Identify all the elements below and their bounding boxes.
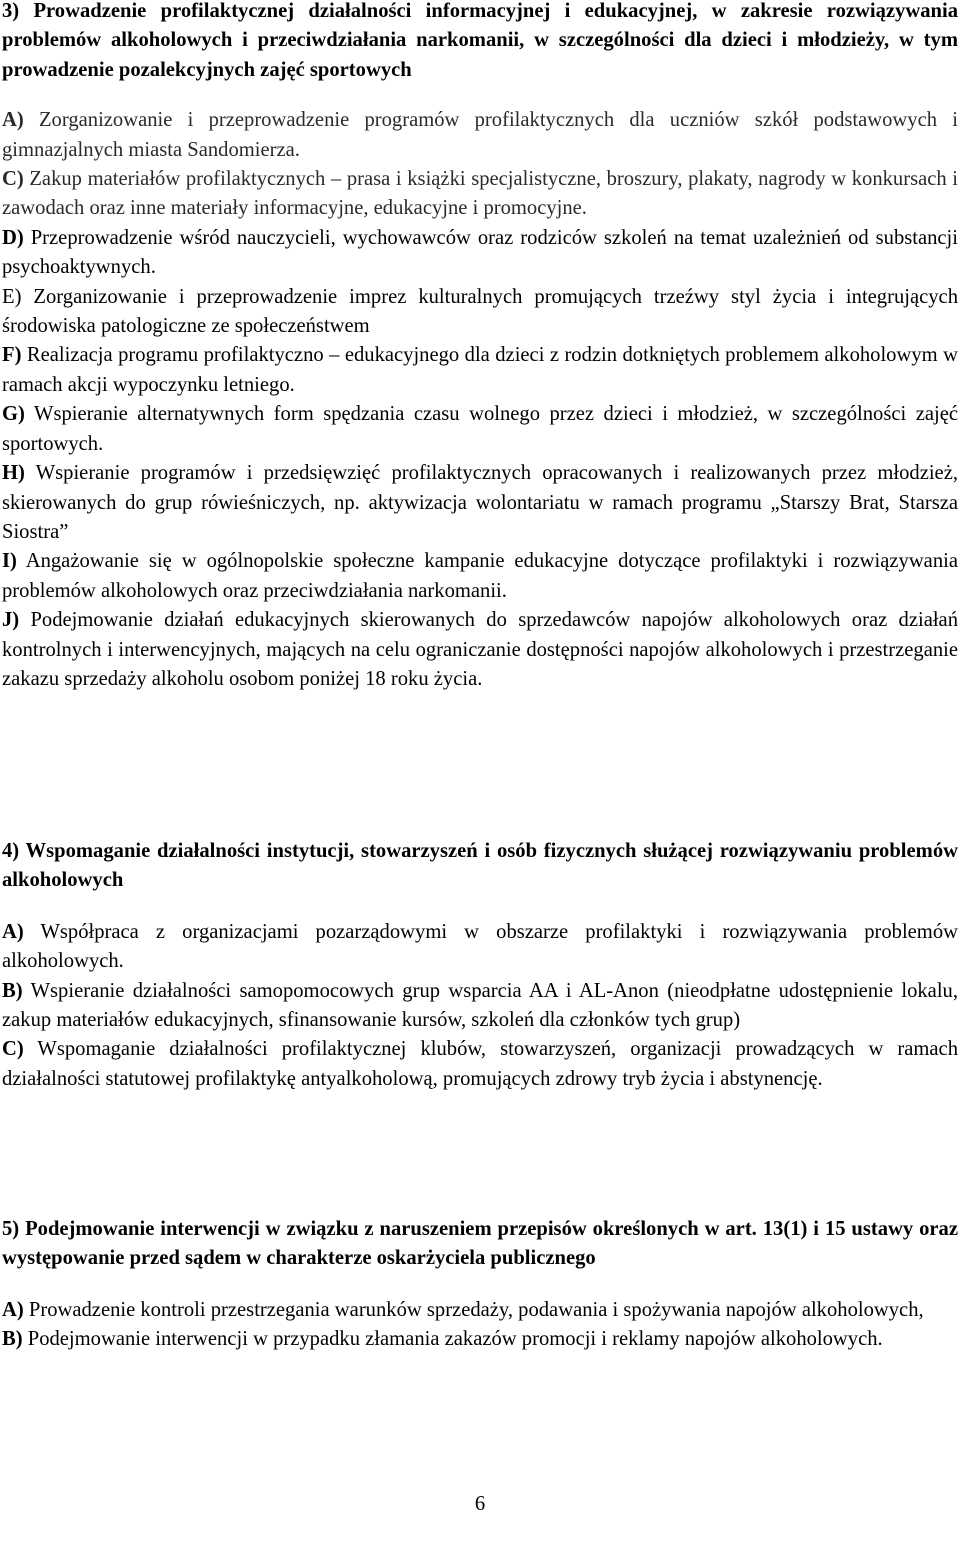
list-item: C) Wspomaganie działalności profilaktycznej klubów, stowarzyszeń, organizacji prowadzących w ramach działalności statutowej profilaktykę antyalkoholową, promujących zdrowy tryb życia i abstynencję. bbox=[2, 1038, 958, 1090]
section-heading: 3) Prowadzenie profilaktycznej działalności informacyjnej i edukacyjnej, w zakresie rozwiązywania problemów alkoholowych i przeciwdziałania narkomanii, w szczególności dla dzieci i młodzieży, w tym prowadzenie pozalekcyjnych zajęć sportowych bbox=[2, 0, 958, 81]
list-item: A) Współpraca z organizacjami pozarządowymi w obszarze profilaktyki i rozwiązywania problemów alkoholowych. bbox=[2, 920, 958, 973]
list-item: B) Wspieranie działalności samopomocowych grup wsparcia AA i AL-Anon (nieodpłatne udostępnienie lokalu, zakup materiałów edukacyjnych, sfinansowanie kursów, szkoleń dla członków tych grup) bbox=[2, 979, 958, 1032]
list-item: I) Angażowanie się w ogólnopolskie społeczne kampanie edukacyjne dotyczące profilaktyki i rozwiązywania problemów alkoholowych oraz przeciwdziałania narkomanii. bbox=[2, 550, 958, 602]
list-item: H) Wspieranie programów i przedsięwzięć profilaktycznych opracowanych i realizowanych przez młodzież, skierowanych do grup rówieśniczych, np. aktywizacja wolontariatu w ramach programu „Starszy Brat, Starsza Siostra” bbox=[2, 462, 958, 543]
list-item: C) Zakup materiałów profilaktycznych – prasa i książki specjalistyczne, broszury, plakaty, nagrody w konkursach i zawodach oraz inne materiały informacyjne, edukacyjne i promocyjne. bbox=[2, 168, 958, 220]
section-4 bbox=[2, 837, 958, 1094]
section-5 bbox=[2, 1215, 958, 1355]
section-heading: 4) Wspomaganie działalności instytucji, stowarzyszeń i osób fizycznych służącej rozwiązywaniu problemów alkoholowych bbox=[2, 840, 958, 892]
list-item: A) Zorganizowanie i przeprowadzenie programów profilaktycznych dla uczniów szkół podstawowych i gimnazjalnych miasta Sandomierza. bbox=[2, 109, 958, 161]
list-item: D) Przeprowadzenie wśród nauczycieli, wychowawców oraz rodziców szkoleń na temat uzależnień od substancji psychoaktywnych. bbox=[2, 226, 958, 279]
list-item: F) Realizacja programu profilaktyczno – edukacyjnego dla dzieci z rodzin dotkniętych problemem alkoholowym w ramach akcji wypoczynku letniego. bbox=[2, 344, 958, 396]
section-heading: 5) Podejmowanie interwencji w związku z naruszeniem przepisów określonych w art. 13(1) i 15 ustawy oraz występowanie przed sądem w charakterze oskarżyciela publicznego bbox=[2, 1218, 958, 1270]
list-item: B) Podejmowanie interwencji w przypadku złamania zakazów promocji i reklamy napojów alkoholowych. bbox=[2, 1328, 883, 1351]
list-item: G) Wspieranie alternatywnych form spędzania czasu wolnego przez dzieci i młodzież, w szczególności zajęć sportowych. bbox=[2, 403, 958, 455]
list-item: E) Zorganizowanie i przeprowadzenie imprez kulturalnych promujących trzeźwy styl życia i integrujących środowiska patologiczne ze społeczeństwem bbox=[2, 285, 958, 338]
page-number: 6 bbox=[474, 1493, 486, 1515]
list-item: J) Podejmowanie działań edukacyjnych skierowanych do sprzedawców napojów alkoholowych oraz działań kontrolnych i interwencyjnych, mających na celu ograniczanie dostępności napojów alkoholowych i przestrzeganie zakazu sprzedaży alkoholu osobom poniżej 18 roku życia. bbox=[2, 609, 958, 690]
list-item: A) Prowadzenie kontroli przestrzegania warunków sprzedaży, podawania i spożywania napojów alkoholowych, bbox=[2, 1298, 924, 1321]
section-3 bbox=[2, 0, 958, 694]
